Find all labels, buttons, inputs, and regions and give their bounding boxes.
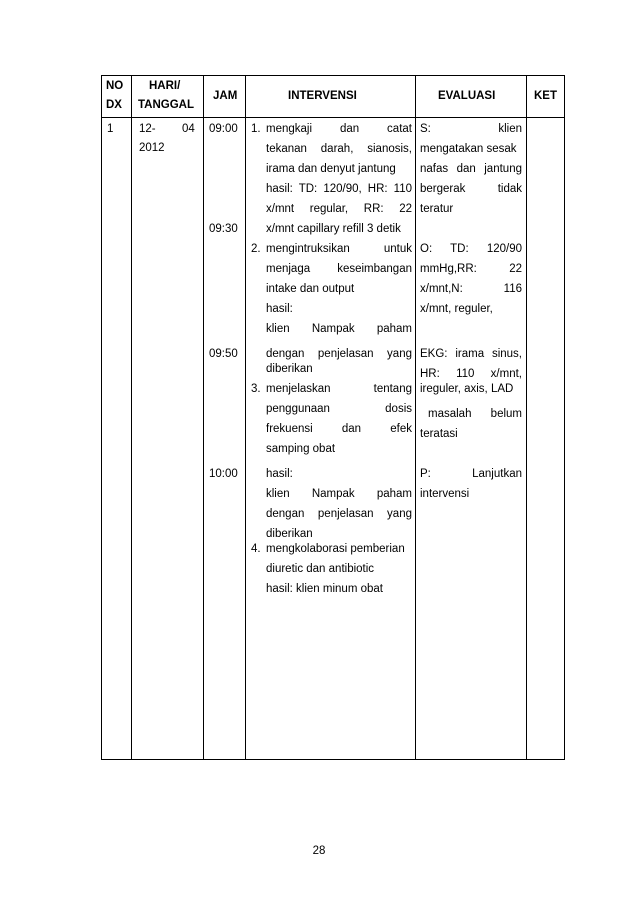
evaluation-line: mmHg,RR: 22 — [420, 263, 522, 275]
intervention-line: diberikan — [266, 363, 313, 375]
evaluation-line: P: Lanjutkan — [420, 468, 522, 480]
intervention-line: diberikan — [266, 528, 313, 540]
header-intervensi: INTERVENSI — [288, 90, 357, 102]
intervention-line: dengan penjelasan yang — [266, 508, 412, 520]
intervention-line: diuretic dan antibiotic — [266, 563, 375, 575]
intervention-line: menjelaskan tentang — [266, 383, 412, 395]
evaluation-line: masalah belum — [428, 408, 522, 420]
column-divider — [245, 76, 246, 759]
evaluation-line: teratasi — [420, 428, 458, 440]
time-item: 09:50 — [209, 348, 238, 360]
intervention-line: intake dan output — [266, 283, 355, 295]
evaluation-line: teratur — [420, 203, 454, 215]
evaluation-line: O: TD: 120/90 — [420, 243, 522, 255]
intervention-line: frekuensi dan efek — [266, 423, 412, 435]
row-date-month: 04 — [182, 123, 195, 135]
intervention-number: 3. — [251, 383, 261, 395]
intervention-line: penggunaan dosis — [266, 403, 412, 415]
evaluation-line: bergerak tidak — [420, 183, 522, 195]
column-divider — [203, 76, 204, 759]
intervention-line: hasil: klien minum obat — [266, 583, 383, 595]
intervention-line: samping obat — [266, 443, 336, 455]
time-item: 09:00 — [209, 123, 238, 135]
header-tanggal: TANGGAL — [138, 99, 195, 111]
intervention-line: mengintruksikan untuk — [266, 243, 412, 255]
intervention-line: menjaga keseimbangan — [266, 263, 412, 275]
time-item: 10:00 — [209, 468, 238, 480]
evaluation-line: S: klien — [420, 123, 522, 135]
page-number: 28 — [312, 845, 326, 857]
column-divider — [131, 76, 132, 759]
column-divider — [526, 76, 527, 759]
row-date-day: 12- — [139, 123, 156, 135]
intervention-line: hasil: — [266, 468, 293, 480]
header-evaluasi: EVALUASI — [438, 90, 496, 102]
header-no: NO — [106, 80, 124, 92]
evaluation-line: mengatakan sesak — [420, 143, 517, 155]
evaluation-line: intervensi — [420, 488, 470, 500]
intervention-number: 1. — [251, 123, 261, 135]
intervention-line: dengan penjelasan yang — [266, 348, 412, 360]
evaluation-line: x/mnt, reguler, — [420, 303, 493, 315]
header-ket: KET — [534, 90, 557, 102]
header-divider — [102, 117, 564, 118]
intervention-line: hasil: — [266, 303, 293, 315]
intervention-line: x/mnt capillary refill 3 detik — [266, 223, 401, 235]
nursing-care-table — [101, 75, 565, 760]
evaluation-line: ireguler, axis, LAD — [420, 383, 514, 395]
intervention-line: mengkaji dan catat — [266, 123, 412, 135]
row-no: 1 — [107, 123, 114, 135]
header-dx: DX — [106, 99, 122, 111]
intervention-number: 4. — [251, 543, 261, 555]
intervention-line: klien Nampak paham — [266, 488, 412, 500]
header-hari: HARI/ — [149, 80, 181, 92]
intervention-line: hasil: TD: 120/90, HR: 110 — [266, 183, 412, 195]
time-item: 09:30 — [209, 223, 238, 235]
intervention-line: mengkolaborasi pemberian — [266, 543, 405, 555]
evaluation-line: HR: 110 x/mnt, — [420, 368, 522, 380]
evaluation-line: nafas dan jantung — [420, 163, 522, 175]
intervention-line: irama dan denyut jantung — [266, 163, 396, 175]
row-date-year: 2012 — [139, 142, 165, 154]
intervention-line: klien Nampak paham — [266, 323, 412, 335]
intervention-line: x/mnt regular, RR: 22 — [266, 203, 412, 215]
evaluation-line: EKG: irama sinus, — [420, 348, 522, 360]
column-divider — [415, 76, 416, 759]
intervention-line: tekanan darah, sianosis, — [266, 143, 412, 155]
evaluation-line: x/mnt,N: 116 — [420, 283, 522, 295]
header-jam: JAM — [213, 90, 238, 102]
intervention-number: 2. — [251, 243, 261, 255]
